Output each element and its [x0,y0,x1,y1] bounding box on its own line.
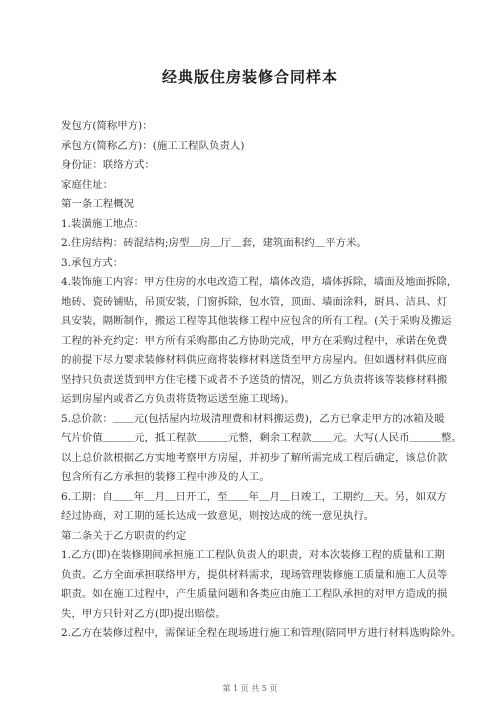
text-line: 发包方(简称甲方)： [61,120,153,132]
text-line: 工程的补充约定：甲方所有采购都由乙方协助完成，甲方在采购过程中，承诺在免费 [61,334,448,347]
text-line: 经过协商，对工期的延长达成一致意见，则按达成的统一意见执行。 [61,510,375,522]
text-line: 6.工期：自＿＿年＿月＿日开工，至＿＿年＿月＿日竣工，工期约＿天。另，如双方 [61,490,447,503]
text-line: 具安装，隔断制作，搬运工程等其他装修工程中应包含的所有工程。(关于采购及搬运 [61,315,452,327]
section-heading: 第一条工程概况 [61,198,135,210]
text-line: 职责。如在施工过程中，产生质量问题和各类应由施工工程队承担的对甲方造成的损 [61,588,448,600]
page-number: 第 1 页 共 5 页 [222,684,278,693]
section-heading: 第二条关于乙方职责的约定 [61,529,187,542]
text-line: 以上总价款根据乙方实地考察甲方房屋，并初步了解所需完成工程后确定，该总价款 [61,451,448,464]
text-line: 的前提下尽力要求装修材料供应商将装修材料送货至甲方房屋内。但如遇材料供应商 [61,354,448,366]
text-line: 4.装饰施工内容：甲方住房的水电改造工程，墙体改造，墙体拆除，墙面及地面拆除， [61,276,458,288]
text-line: 2.住房结构：砖混结构;房型＿房＿厅＿套，建筑面积约＿平方米。 [61,237,367,249]
text-line: 地砖、瓷砖铺贴，吊顶安装，门窗拆除，包水管，顶面、墙面涂料，厨具、洁具、灯 [61,295,448,308]
text-line: 坚持只负责送货到甲方住宅楼下或者不予送货的情况，则乙方负责将该等装修材料搬 [61,373,448,386]
text-line: 2.乙方在装修过程中，需保证全程在现场进行施工和管理(陪同甲方进行材料选购除外。 [61,627,462,639]
text-line: 1.装潢施工地点： [61,217,145,230]
document-body [61,117,462,644]
text-line: 气片价值＿＿＿元，抵工程款＿＿＿元整，剩余工程款＿＿元。大写(人民币＿＿＿整。 [61,432,462,444]
text-line: 身份证：联络方式： [61,159,155,171]
text-line: 5.总价款：＿＿元(包括屋内垃圾清理费和材料搬运费)，乙方已拿走甲方的冰箱及暖 [61,412,445,425]
text-line: 运到房屋内或者乙方负责将货物运送至施工现场)。 [61,393,295,405]
text-line: 3.承包方式： [61,256,124,269]
text-line: 1.乙方(即)在装修期间承担施工工程队负责人的职责，对本次装修工程的质量和工期 [61,549,445,561]
text-line: 承包方(简称乙方)：(施工工程队负责人) [61,139,245,152]
text-line: 家庭住址： [61,178,114,191]
text-line: 包含所有乙方承担的装修工程中涉及的人工。 [61,471,270,483]
text-line: 负责。乙方全面承担联络甲方，提供材料需求，现场管理装修施工质量和施工人员等 [61,568,448,581]
document-title: 经典版住房装修合同样本 [161,68,338,86]
text-line: 失，甲方只针对乙方(即)提出赔偿。 [61,607,226,620]
